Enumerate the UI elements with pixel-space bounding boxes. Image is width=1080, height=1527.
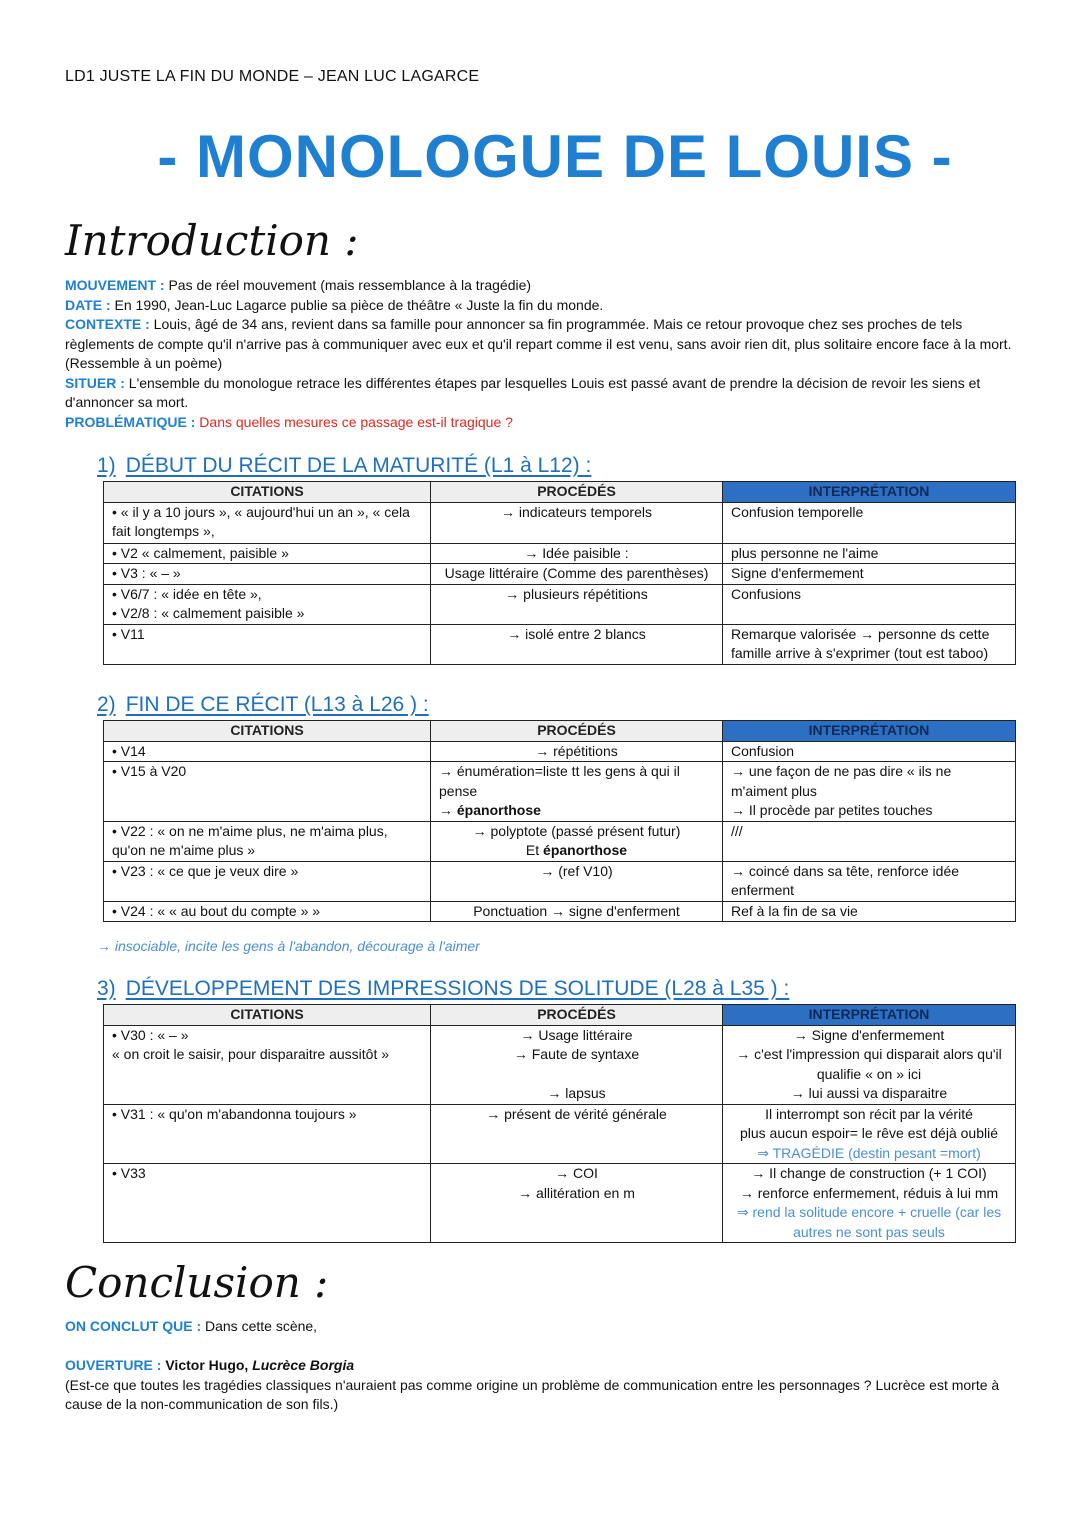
interpretation-cell: → coincé dans sa tête, renforce idée enferment <box>723 861 1016 901</box>
header-citations: CITATIONS <box>104 1005 431 1026</box>
interpretation-cell <box>723 1025 1016 1104</box>
citation-cell: • V22 : « on ne m'aime plus, ne m'aima plus, qu'on ne m'aime plus » <box>104 821 431 861</box>
procede-cell: → répétitions <box>431 741 723 762</box>
procede-cell: Ponctuation → signe d'enferment <box>431 901 723 922</box>
citation-cell: • V2 « calmement, paisible » <box>104 543 431 564</box>
citation-cell: • V15 à V20 <box>104 762 431 822</box>
procede-line: → allitération en m <box>518 1184 635 1201</box>
procede-cell <box>431 821 723 861</box>
conclusion-line <box>65 1317 1020 1337</box>
contexte-text: Louis, âgé de 34 ans, revient dans sa famille pour annoncer sa fin programmée. Mais ce retour provoque chez ses proches de tels règlements de compte qu'il n'arrive pas à communiquer avec eux et qu'il repart comme il est venu, sans avoir rien dit, plus solitaire encore face à la mort. (Ressemble à un poème) <box>65 316 1012 371</box>
procede-cell: Usage littéraire (Comme des parenthèses) <box>431 564 723 585</box>
section-3-number: 3) <box>97 977 116 1000</box>
interpretation-cell <box>723 1164 1016 1243</box>
interpretation-line: → Il change de construction (+ 1 COI) <box>751 1165 987 1181</box>
ouverture-line <box>65 1356 1020 1376</box>
procede-cell: → indicateurs temporels <box>431 502 723 543</box>
section-2-table <box>103 720 1016 922</box>
header-procedes: PROCÉDÉS <box>431 482 723 503</box>
procede-text: épanorthose <box>543 842 628 858</box>
procede-line <box>439 841 714 861</box>
ouverture-label: OUVERTURE : <box>65 1357 162 1373</box>
table-row <box>104 901 1016 922</box>
section-1-title <box>97 454 591 478</box>
procede-line: → COI <box>555 1165 598 1181</box>
interpretation-line: → Signe d'enfermement <box>793 1026 945 1043</box>
procede-line: → énumération=liste tt les gens à qui il pense <box>439 763 680 799</box>
citation-line: • V6/7 : « idée en tête », <box>112 585 262 602</box>
procede-cell: → Idée paisible : <box>431 543 723 564</box>
citation-cell: • « il y a 10 jours », « aujourd'hui un an », « cela fait longtemps », <box>104 502 431 543</box>
introduction-heading: Introduction : <box>65 216 359 265</box>
intro-date <box>65 296 1015 316</box>
citation-cell <box>104 1025 431 1104</box>
citation-cell: • V3 : « – » <box>104 564 431 585</box>
procede-line: → polyptote (passé présent futur) <box>472 822 681 839</box>
procede-line: → Usage littéraire <box>520 1026 633 1043</box>
citation-line: • V30 : « – » <box>112 1026 189 1043</box>
table-row <box>104 861 1016 901</box>
interpretation-line: → c'est l'impression qui disparait alors qu'il qualifie « on » ici <box>736 1046 1002 1082</box>
citation-cell: • V31 : « qu'on m'abandonna toujours » <box>104 1104 431 1164</box>
interpretation-line: ⇒ TRAGÉDIE (destin pesant =mort) <box>757 1144 981 1161</box>
table-row <box>104 1104 1016 1164</box>
citation-cell: • V14 <box>104 741 431 762</box>
interpretation-cell: Ref à la fin de sa vie <box>723 901 1016 922</box>
table-row <box>104 624 1016 664</box>
header-citations: CITATIONS <box>104 721 431 742</box>
header-interpretation: INTERPRÉTATION <box>723 721 1016 742</box>
citation-cell: • V24 : « « au bout du compte » » <box>104 901 431 922</box>
problematique-text: Dans quelles mesures ce passage est-il tragique ? <box>199 413 513 430</box>
header-interpretation: INTERPRÉTATION <box>723 482 1016 503</box>
table-row <box>104 543 1016 564</box>
section-1-label: DÉBUT DU RÉCIT DE LA MATURITÉ (L1 à L12) : <box>125 454 592 477</box>
ouverture-author: Victor Hugo, <box>161 1357 253 1373</box>
header-procedes: PROCÉDÉS <box>431 721 723 742</box>
header-interpretation: INTERPRÉTATION <box>723 1005 1016 1026</box>
section-3-title <box>97 977 789 1001</box>
procede-cell: → isolé entre 2 blancs <box>431 624 723 664</box>
interpretation-line: → Il procède par petites touches <box>731 802 933 818</box>
conclusion-text: Dans cette scène, <box>201 1318 318 1334</box>
table-row <box>104 741 1016 762</box>
section-2-title <box>97 693 429 717</box>
procede-cell: → (ref V10) <box>431 861 723 901</box>
citation-cell: • V23 : « ce que je veux dire » <box>104 861 431 901</box>
procede-cell <box>431 1025 723 1104</box>
table-row <box>104 584 1016 624</box>
interpretation-cell: Remarque valorisée → personne ds cette famille arrive à s'exprimer (tout est taboo) <box>723 624 1016 664</box>
procede-line: → lapsus <box>547 1085 606 1101</box>
mouvement-label: MOUVEMENT : <box>65 277 165 293</box>
header-procedes: PROCÉDÉS <box>431 1005 723 1026</box>
ouverture-work: Lucrèce Borgia <box>252 1357 355 1373</box>
interpretation-cell: Confusion <box>723 741 1016 762</box>
section-2-number: 2) <box>97 693 116 716</box>
table-header-row <box>104 482 1016 503</box>
interpretation-line: → lui aussi va disparaitre <box>790 1085 948 1101</box>
intro-situer <box>65 374 1015 413</box>
interpretation-cell: Signe d'enfermement <box>723 564 1016 585</box>
interpretation-cell: Confusions <box>723 584 1016 624</box>
interpretation-line: plus aucun espoir= le rêve est déjà oublié <box>739 1125 998 1141</box>
interpretation-cell: /// <box>723 821 1016 861</box>
ouverture-text: (Est-ce que toutes les tragédies classiques n'auraient pas comme origine un problème de communication entre les personnages ? Lucrèce est morte à cause de la non-communication de son fils.) <box>65 1376 1000 1412</box>
table-header-row <box>104 721 1016 742</box>
procede-text: Et <box>525 842 544 858</box>
problematique-label: PROBLÉMATIQUE : <box>65 413 196 430</box>
citation-line: « on croit le saisir, pour disparaitre aussitôt » <box>112 1046 390 1062</box>
ouverture-block <box>65 1356 1020 1415</box>
situer-text: L'ensemble du monologue retrace les différentes étapes par lesquelles Louis est passé avant de prendre la décision de revoir les siens et d'annoncer sa mort. <box>65 374 981 410</box>
intro-contexte <box>65 315 1015 374</box>
table-header-row <box>104 1005 1016 1026</box>
section-3-table <box>103 1004 1016 1243</box>
date-text: En 1990, Jean-Luc Lagarce publie sa pièce de théâtre « Juste la fin du monde. <box>110 296 604 313</box>
table-row <box>104 502 1016 543</box>
interpretation-cell: Confusion temporelle <box>723 502 1016 543</box>
interpretation-cell <box>723 762 1016 822</box>
conclusion-block <box>65 1317 1020 1337</box>
conclusion-heading: Conclusion : <box>65 1258 329 1307</box>
document-header: LD1 JUSTE LA FIN DU MONDE – JEAN LUC LAGARCE <box>65 68 480 85</box>
section-2-note: → insociable, incite les gens à l'abandon, décourage à l'aimer <box>97 938 480 954</box>
procede-line: → Faute de syntaxe <box>513 1046 640 1062</box>
table-row <box>104 564 1016 585</box>
conclusion-label: ON CONCLUT QUE : <box>65 1318 202 1334</box>
introduction-block <box>65 276 1015 432</box>
header-citations: CITATIONS <box>104 482 431 503</box>
intro-mouvement <box>65 276 1015 296</box>
interpretation-line: → une façon de ne pas dire « ils ne m'aiment plus <box>731 763 952 799</box>
procede-cell: → présent de vérité générale <box>431 1104 723 1164</box>
interpretation-cell: plus personne ne l'aime <box>723 543 1016 564</box>
interpretation-cell <box>723 1104 1016 1164</box>
citation-cell <box>104 584 431 624</box>
section-2-label: FIN DE CE RÉCIT (L13 à L26 ) : <box>125 693 429 716</box>
table-row <box>104 1025 1016 1104</box>
mouvement-text: Pas de réel mouvement (mais ressemblance à la tragédie) <box>164 277 532 293</box>
contexte-label: CONTEXTE : <box>65 316 150 332</box>
table-row <box>104 1164 1016 1243</box>
procede-cell <box>431 762 723 822</box>
interpretation-line: → renforce enfermement, réduis à lui mm <box>739 1184 999 1201</box>
section-3-label: DÉVELOPPEMENT DES IMPRESSIONS DE SOLITUDE (L28 à L35 ) : <box>125 977 790 1000</box>
procede-cell <box>431 1164 723 1243</box>
date-label: DATE : <box>65 296 111 313</box>
page-title: - MONOLOGUE DE LOUIS - <box>157 123 953 190</box>
citation-cell: • V11 <box>104 624 431 664</box>
section-1-number: 1) <box>97 454 116 477</box>
procede-cell: → plusieurs répétitions <box>431 584 723 624</box>
intro-problematique <box>65 413 1015 433</box>
citation-cell: • V33 <box>104 1164 431 1243</box>
interpretation-line: ⇒ rend la solitude encore + cruelle (car les autres ne sont pas seuls <box>736 1204 1002 1240</box>
procede-line: → épanorthose <box>439 802 541 818</box>
table-row <box>104 821 1016 861</box>
table-row <box>104 762 1016 822</box>
interpretation-line: Il interrompt son récit par la vérité <box>765 1105 973 1122</box>
situer-label: SITUER : <box>65 374 125 391</box>
citation-line: • V2/8 : « calmement paisible » <box>112 605 305 621</box>
section-1-table <box>103 481 1016 665</box>
